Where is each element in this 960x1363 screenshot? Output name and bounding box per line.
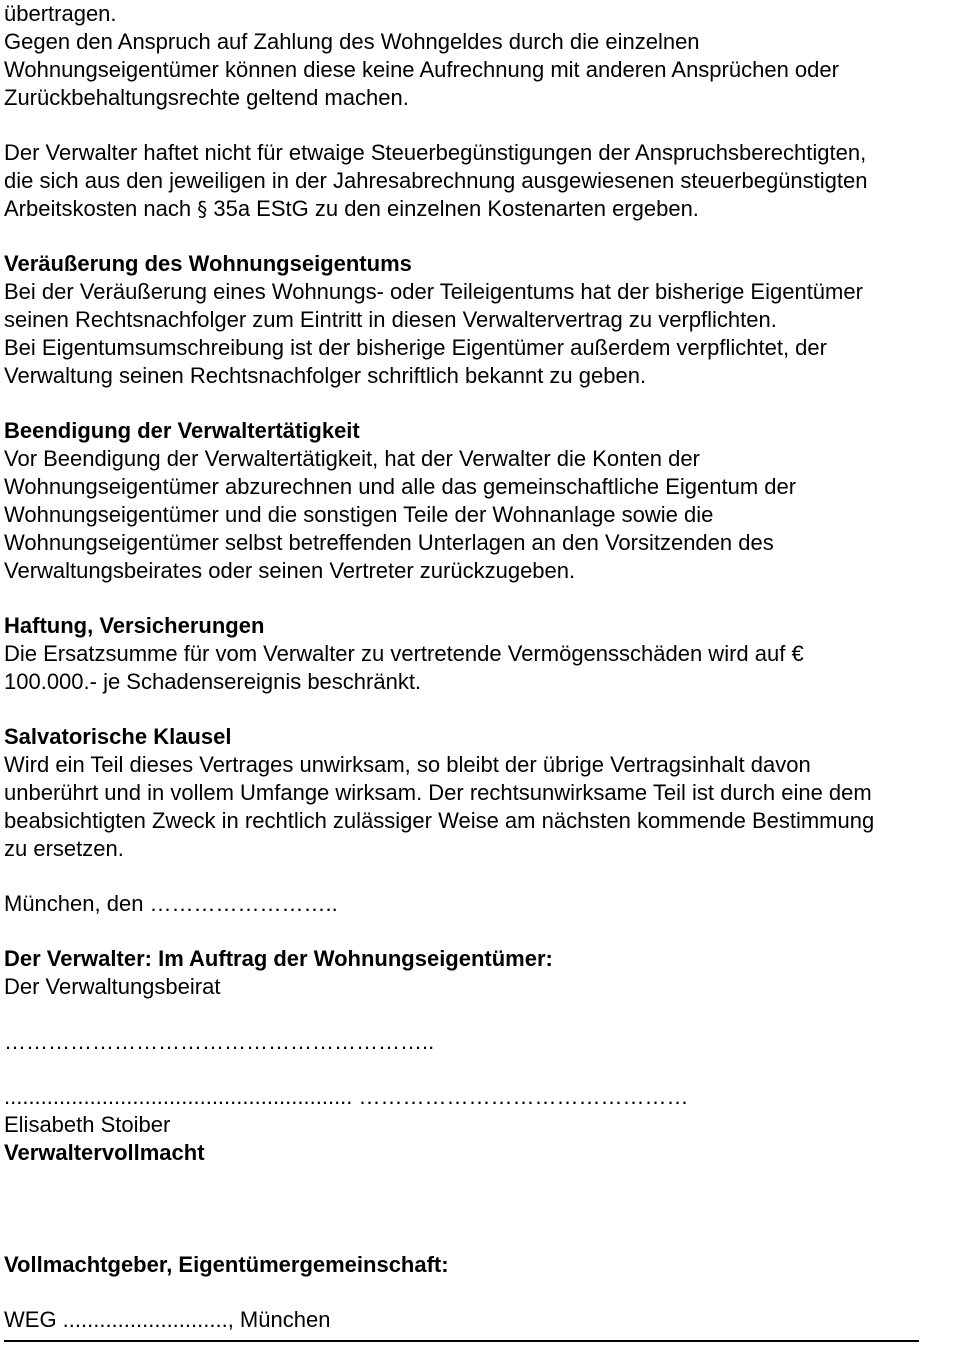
board-line: Der Verwaltungsbeirat (4, 974, 221, 999)
end-heading: Beendigung der Verwaltertätigkeit (4, 418, 360, 443)
document-page (4, 0, 960, 1342)
salvatory-line-1: Wird ein Teil dieses Vertrages unwirksam, so bleibt der übrige Vertragsinhalt davon (4, 752, 811, 777)
paragraph-gap (4, 585, 960, 612)
section-gap (4, 1167, 960, 1251)
paragraph-gap (4, 1001, 960, 1028)
paragraph-gap (4, 696, 960, 723)
signature-dots-2: ......................................................... ……………………………………… (4, 1084, 689, 1109)
sale-line-2: seinen Rechtsnachfolger zum Eintritt in diesen Verwaltervertrag zu verpflichten. (4, 307, 777, 332)
liability-line-2: 100.000.- je Schadensereignis beschränkt. (4, 669, 422, 694)
end-line-4: Wohnungseigentümer selbst betreffenden Unterlagen an den Vorsitzenden des (4, 530, 774, 555)
power-of-attorney-heading: Verwaltervollmacht (4, 1140, 205, 1165)
paragraph-gap (4, 918, 960, 945)
signature-dots-1: ………………………………………………….. (4, 1029, 435, 1054)
tax-line-3-start: Arbeitskosten nach (4, 196, 198, 221)
tax-line-2: die sich aus den jeweiligen in der Jahresabrechnung ausgewiesenen steuerbegünstigten (4, 168, 868, 193)
liability-line-1: Die Ersatzsumme für vom Verwalter zu vertretende Vermögensschäden wird auf € (4, 641, 804, 666)
intro-line-1: übertragen. (4, 1, 117, 26)
intro-line-4: Zurückbehaltungsrechte geltend machen. (4, 85, 409, 110)
signer-name: Elisabeth Stoiber (4, 1112, 171, 1137)
section-symbol: § (197, 197, 208, 221)
salvatory-heading: Salvatorische Klausel (4, 724, 232, 749)
paragraph-gap (4, 223, 960, 250)
tax-line-3 (4, 195, 960, 223)
end-line-3: Wohnungseigentümer und die sonstigen Teile der Wohnanlage sowie die (4, 502, 714, 527)
intro-line-3: Wohnungseigentümer können diese keine Aufrechnung mit anderen Ansprüchen oder (4, 57, 839, 82)
salvatory-line-2: unberührt und in vollem Umfange wirksam. Der rechtsunwirksame Teil ist durch eine dem (4, 780, 872, 805)
paragraph-gap (4, 1056, 960, 1083)
end-line-2: Wohnungseigentümer abzurechnen und alle das gemeinschaftliche Eigentum der (4, 474, 797, 499)
end-line-5: Verwaltungsbeirates oder seinen Vertreter zurückzugeben. (4, 558, 576, 583)
weg-line: WEG ..........................., München (4, 1307, 331, 1332)
underscore-rule (4, 1340, 919, 1342)
sale-heading: Veräußerung des Wohnungseigentums (4, 251, 412, 276)
salvatory-line-3: beabsichtigten Zweck in rechtlich zulässiger Weise am nächsten kommende Bestimmung (4, 808, 875, 833)
sale-line-1: Bei der Veräußerung eines Wohnungs- oder Teileigentums hat der bisherige Eigentümer (4, 279, 863, 304)
paragraph-gap (4, 863, 960, 890)
paragraph-gap (4, 112, 960, 139)
grantor-line: Vollmachtgeber, Eigentümergemeinschaft: (4, 1252, 449, 1277)
salvatory-line-4: zu ersetzen. (4, 836, 124, 861)
tax-line-1: Der Verwalter haftet nicht für etwaige Steuerbegünstigungen der Anspruchsberechtigten, (4, 140, 867, 165)
paragraph-gap (4, 1279, 960, 1306)
liability-heading: Haftung, Versicherungen (4, 613, 265, 638)
end-line-1: Vor Beendigung der Verwaltertätigkeit, hat der Verwalter die Konten der (4, 446, 700, 471)
tax-line-3-end: 35a EStG zu den einzelnen Kostenarten ergeben. (207, 196, 699, 221)
sale-line-4: Verwaltung seinen Rechtsnachfolger schriftlich bekannt zu geben. (4, 363, 647, 388)
parties-line: Der Verwalter: Im Auftrag der Wohnungseigentümer: (4, 946, 553, 971)
sale-line-3: Bei Eigentumsumschreibung ist der bisherige Eigentümer außerdem verpflichtet, der (4, 335, 827, 360)
place-date-line: München, den …………………….. (4, 891, 338, 916)
intro-line-2: Gegen den Anspruch auf Zahlung des Wohngeldes durch die einzelnen (4, 29, 700, 54)
paragraph-gap (4, 390, 960, 417)
